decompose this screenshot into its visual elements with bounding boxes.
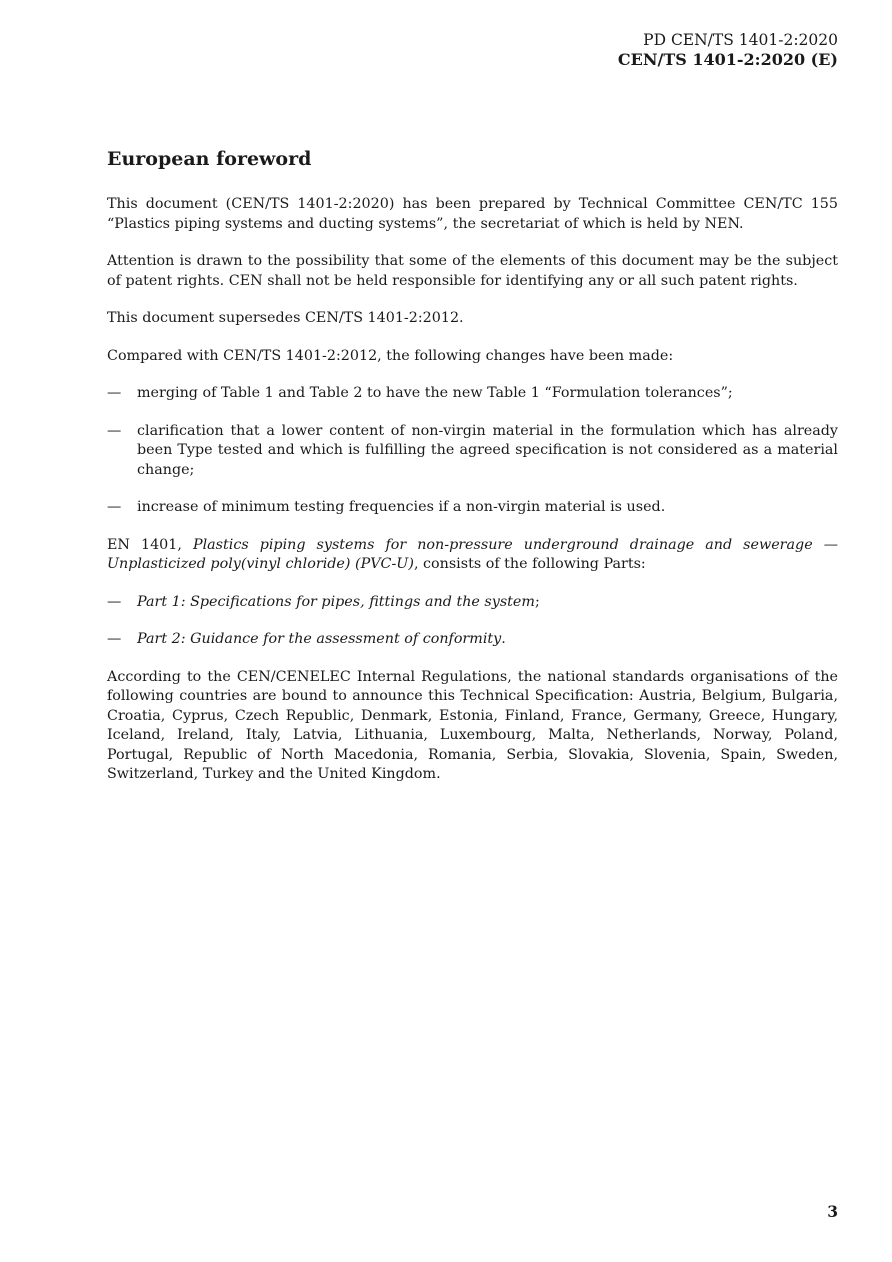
paragraph-changes-intro: Compared with CEN/TS 1401-2:2012, the following changes have been made:	[107, 347, 674, 364]
page-number: 3	[827, 1202, 838, 1221]
dash-bullet: —	[107, 593, 122, 610]
part-suffix: .	[501, 631, 506, 647]
part-suffix: ;	[534, 593, 540, 610]
part-title: Part 2: Guidance for the assessment of conformity	[137, 631, 502, 647]
en1401-prefix: EN 1401,	[107, 536, 193, 553]
list-item-change-2	[107, 422, 838, 481]
paragraph-supersedes: This document supersedes CEN/TS 1401-2:2012.	[107, 310, 464, 326]
dash-bullet: —	[107, 631, 122, 647]
list-item-text: increase of minimum testing frequencies if a non-virgin material is used.	[137, 499, 666, 515]
en1401-suffix: , consists of the following Parts:	[413, 556, 646, 572]
list-item-change-1	[107, 384, 838, 404]
header-line-1: PD CEN/TS 1401-2:2020	[643, 31, 838, 49]
dash-bullet: —	[107, 422, 122, 439]
paragraph-committee: This document (CEN/TS 1401-2:2020) has been prepared by Technical Committee CEN/TC 155 “Plastics piping systems and ducting systems”, the secretariat of which is held by NEN.	[107, 196, 838, 232]
document-body	[107, 146, 838, 803]
paragraph-en1401	[107, 536, 838, 575]
list-item-part-2	[107, 630, 838, 650]
paragraph-countries: According to the CEN/CENELEC Internal Regulations, the national standards organisations of the following countries are bound to announce this Technical Specification: Austria, Belgium, Bulgaria, Croatia, Cyprus, Czech Republic, Denmark, Estonia, Finland, France, Germany, Greece, Hungary, Iceland, Ireland, Italy, Latvia, Lithuania, Luxembourg, Malta, Netherlands, Norway, Poland, Portugal, Republic of North Macedonia, Romania, Serbia, Slovakia, Slovenia, Spain, Sweden, Switzerland, Turkey and the United Kingdom.	[107, 668, 838, 782]
list-item-part-1	[107, 593, 838, 613]
list-item-change-3	[107, 498, 838, 518]
paragraph-patent: Attention is drawn to the possibility that some of the elements of this document may be the subject of patent rights. CEN shall not be held responsible for identifying any or all such patent rights.	[107, 253, 838, 289]
header-line-2: CEN/TS 1401-2:2020 (E)	[617, 50, 838, 69]
section-title: European foreword	[107, 148, 312, 170]
dash-bullet: —	[107, 385, 122, 401]
list-item-text: clarification that a lower content of non-virgin material in the formulation which has already been Type tested and which is fulfilling the agreed specification is not considered as a material change;	[137, 422, 838, 478]
part-title: Part 1: Specifications for pipes, fittings and the system	[137, 593, 535, 610]
dash-bullet: —	[107, 499, 122, 515]
list-item-text: merging of Table 1 and Table 2 to have the new Table 1 “Formulation tolerances”;	[137, 385, 733, 401]
document-header	[618, 30, 838, 70]
en1401-title: Plastics piping systems for non-pressure underground drainage and sewerage — Unplasticized poly(vinyl chloride) (PVC-U)	[107, 536, 838, 572]
